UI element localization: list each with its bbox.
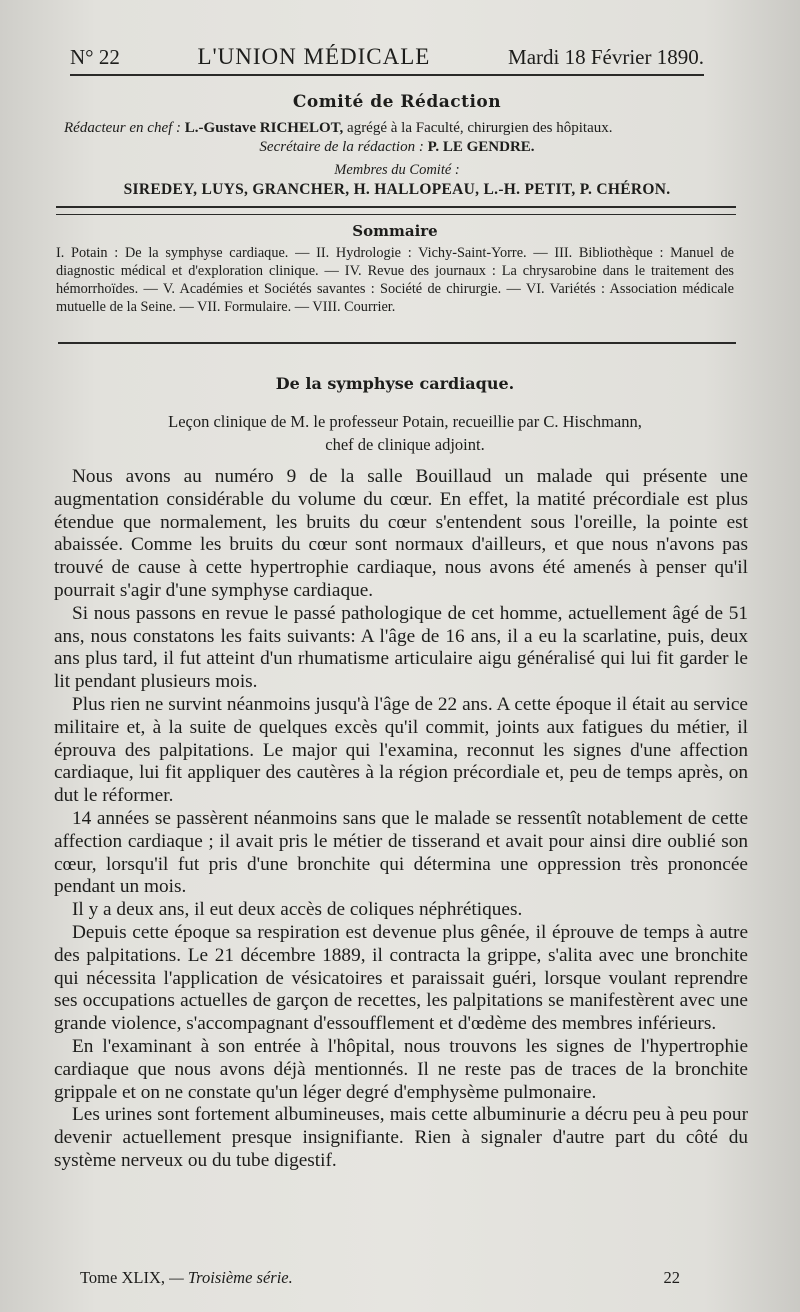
table-of-contents bbox=[56, 222, 734, 316]
members-list: SIREDEY, LUYS, GRANCHER, H. HALLOPEAU, L.-H. PETIT, P. CHÉRON. bbox=[123, 181, 671, 198]
page-number: 22 bbox=[663, 1268, 680, 1287]
secretary-line bbox=[64, 139, 730, 156]
committee-title: Comité de Rédaction bbox=[292, 92, 502, 112]
chief-label: Rédacteur en chef : bbox=[64, 120, 182, 136]
series-label: — Troisième série. bbox=[169, 1268, 293, 1287]
section-divider-bottom bbox=[58, 342, 736, 344]
article-byline bbox=[110, 410, 700, 456]
secretary-label: Secrétaire de la rédaction : bbox=[259, 139, 424, 155]
masthead bbox=[70, 44, 704, 76]
paragraph: Nous avons au numéro 9 de la salle Bouillaud un malade qui présente une augmentation considérable du volume du cœur. En effet, la matité précordiale est plus étendue que normalement, les bruits du cœur s'entendent sous l'oreille, la pointe est abaissée. Comme les bruits du cœur sont normaux d'ailleurs, et que nous n'avons pas trouvé de cause à cette hypertrophie cardiaque, nous avons été amenés à penser qu'il pourrait s'agir d'une symphyse cardiaque. bbox=[54, 466, 748, 601]
members-label: Membres du Comité : bbox=[334, 162, 460, 178]
paragraph: 14 années se passèrent néanmoins sans que le malade se ressentît notablement de cette affection cardiaque ; il avait pris le métier de tisserand et avait pour ainsi dire oublié son cœur, lorsqu'il fut pris d'une bronchite qui détermina une oppression très prononcée pendant un mois. bbox=[54, 807, 748, 898]
secretary-name: P. LE GENDRE. bbox=[427, 139, 535, 155]
byline-line-2: chef de clinique adjoint. bbox=[325, 435, 485, 454]
chief-editor-line bbox=[64, 120, 730, 137]
sommaire-text: I. Potain : De la symphyse cardiaque. — II. Hydrologie : Vichy-Saint-Yorre. — III. Bibliothèque : Manuel de diagnostic médical et d'exploration clinique. — IV. Revue des journaux : La chrysarobine dans le traitement des hémorrhoïdes. — V. Académies et Sociétés savantes : Société de chirurgie. — VI. Variétés : Association médicale mutuelle de la Seine. — VII. Formulaire. — VIII. Courrier. bbox=[56, 245, 734, 315]
issue-date: Mardi 18 Février 1890. bbox=[508, 45, 704, 69]
footer-volume bbox=[80, 1268, 293, 1288]
chief-name: L.-Gustave RICHELOT, bbox=[184, 120, 344, 136]
paragraph: Il y a deux ans, il eut deux accès de coliques néphrétiques. bbox=[72, 899, 523, 921]
paragraph: Les urines sont fortement albumineuses, mais cette albuminurie a décru peu à peu pour devenir actuellement presque insignifiante. Rien à signaler d'autre part du côté du système nerveux ou du tube digestif. bbox=[54, 1104, 748, 1171]
section-divider bbox=[56, 206, 736, 215]
paragraph: Depuis cette époque sa respiration est devenue plus gênée, il éprouve de temps à autre des palpitations. Le 21 décembre 1889, il contracta la grippe, s'alita avec une bronchite qui nécessita l'application de vésicatoires et paraissait guéri, lorsque voulant reprendre ses occupations actuelles de garçon de recettes, les palpitations se manifestèrent avec une grande violence, s'accompagnant d'essoufflement et d'œdème des membres inférieurs. bbox=[54, 921, 748, 1035]
tome-label: Tome XLIX, bbox=[80, 1268, 165, 1287]
issue-number: N° 22 bbox=[70, 45, 120, 69]
journal-title: L'UNION MÉDICALE bbox=[197, 44, 431, 69]
article-title: De la symphyse cardiaque. bbox=[275, 374, 515, 393]
editorial-committee bbox=[64, 92, 730, 199]
sommaire-title: Sommaire bbox=[352, 222, 438, 240]
paragraph: Si nous passons en revue le passé pathologique de cet homme, actuellement âgé de 51 ans, nous constatons les faits suivants: A l'âge de 16 ans, il a eu la scarlatine, puis, deux ans plus tard, il fut atteint d'un rhumatisme articulaire aigu généralisé qui lui fit garder le lit pendant plusieurs mois. bbox=[54, 602, 748, 693]
page-footer bbox=[80, 1268, 680, 1288]
chief-description: agrégé à la Faculté, chirurgien des hôpitaux. bbox=[347, 120, 613, 136]
byline-line-1: Leçon clinique de M. le professeur Potain, recueillie par C. Hischmann, bbox=[168, 412, 642, 431]
article-body bbox=[54, 466, 748, 1173]
paragraph: Plus rien ne survint néanmoins jusqu'à l'âge de 22 ans. A cette époque il était au service militaire et, à la suite de quelques excès qu'il commit, joints aux fatigues du métier, il éprouva des palpitations. Le major qui l'examina, reconnut les signes d'une affection cardiaque, lui fit appliquer des cautères à la région précordiale et, peu de temps après, on dut le réformer. bbox=[54, 693, 748, 807]
paragraph: En l'examinant à son entrée à l'hôpital, nous trouvons les signes de l'hypertrophie cardiaque que nous avons déjà mentionnés. Il ne reste pas de traces de la bronchite grippale et on ne constate qu'un léger degré d'emphysème pulmonaire. bbox=[54, 1035, 748, 1103]
